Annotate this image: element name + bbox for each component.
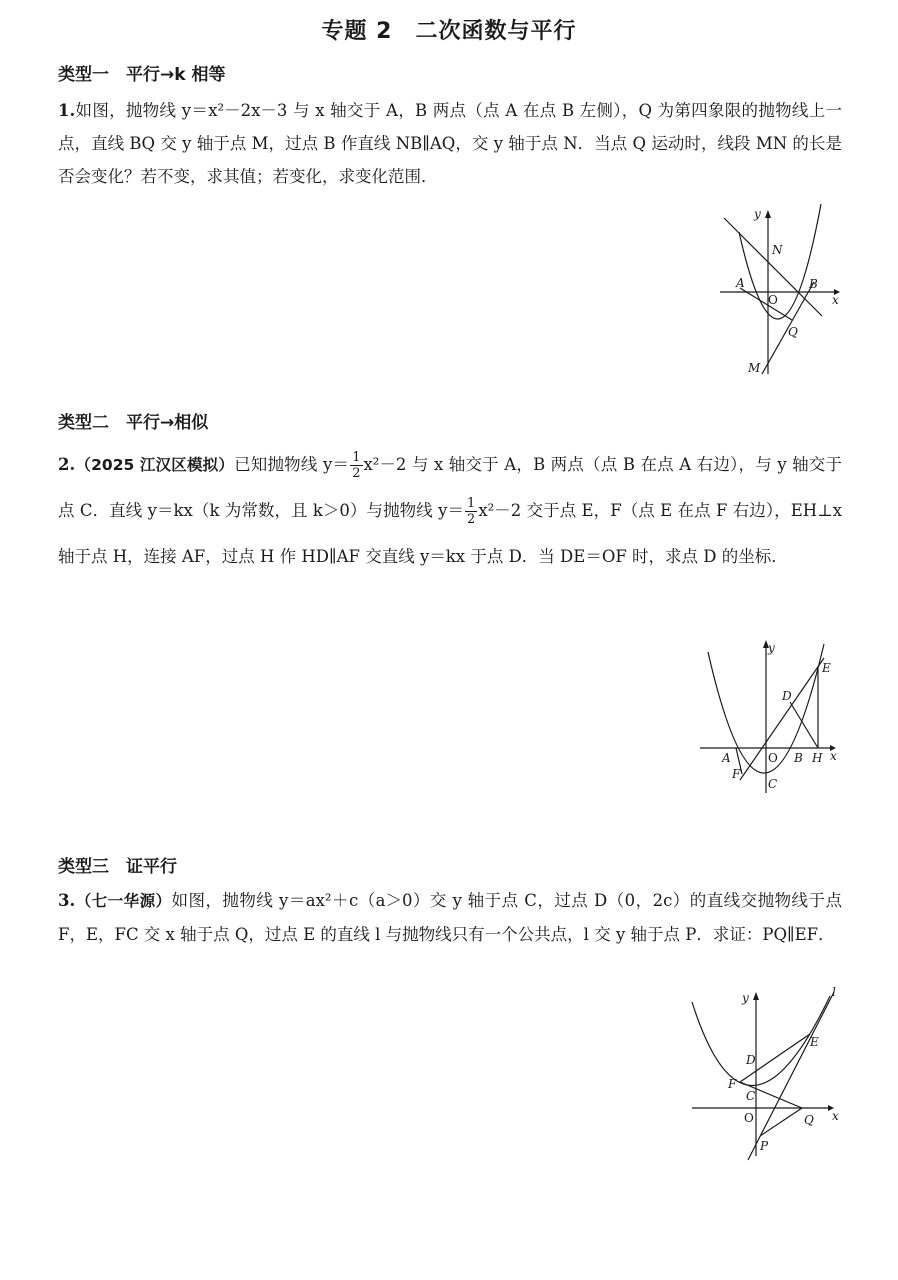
problem-text-part: x²－2 与 x 轴交于 A，B 两点（点 B 在点 A 右边），与 y 轴交于点 C．直线 y＝kx（k 为常数，且 k＞0）与抛物线 y＝ — [58, 455, 842, 520]
label-q: Q — [788, 325, 798, 339]
problem-text-part: 已知抛物线 y＝ — [234, 455, 350, 474]
diagram-problem-2 — [698, 638, 843, 798]
line-aq — [740, 288, 792, 320]
problem-number: 2. — [58, 455, 76, 474]
section-heading-type-3: 类型三 证平行 — [58, 857, 177, 877]
label-q: Q — [804, 1113, 814, 1127]
label-y: y — [768, 641, 775, 655]
page-title: 专题 2 二次函数与平行 — [321, 19, 577, 44]
label-c: C — [746, 1089, 756, 1103]
label-a: A — [722, 751, 731, 765]
label-e: E — [810, 1035, 819, 1049]
label-h: H — [812, 751, 823, 765]
problem-source-tag: （2025 江汉区模拟） — [75, 456, 235, 474]
label-x: x — [830, 749, 837, 763]
label-y: y — [742, 991, 749, 1005]
y-axis-arrow — [753, 992, 759, 1000]
fraction-half: $\frac{1}{2}$ — [352, 450, 361, 481]
label-d: D — [782, 689, 792, 703]
label-m: M — [748, 361, 761, 375]
label-c: C — [768, 777, 778, 791]
problem-text: 如图，抛物线 y＝x²－2x－3 与 x 轴交于 A，B 两点（点 A 在点 B 左侧），Q 为第四象限的抛物线上一点，直线 BQ 交 y 轴于点 M，过点 B 作直线 NB∥AQ，交 y 轴于点 N．当点 Q 运动时，线段 MN 的长是否会变化？若不变，求其值；若变化，求变化范围． — [58, 101, 842, 186]
label-y: y — [754, 207, 761, 221]
label-e: E — [822, 661, 831, 675]
label-x: x — [832, 293, 839, 307]
label-f: F — [728, 1077, 737, 1091]
parabola — [739, 204, 821, 319]
label-l: l — [832, 985, 836, 999]
problem-2 — [58, 442, 842, 580]
label-d: D — [746, 1053, 756, 1067]
line-pq — [760, 1108, 802, 1136]
label-p: P — [760, 1139, 769, 1153]
fraction-half: $\frac{1}{2}$ — [467, 496, 476, 527]
problem-1 — [58, 94, 842, 193]
problem-text: 如图，抛物线 y＝ax²＋c（a＞0）交 y 轴于点 C，过点 D（0，2c）的直线交抛物线于点 F，E，FC 交 x 轴于点 Q，过点 E 的直线 l 与抛物线只有一个公共点，l 交 y 轴于点 P．求证：PQ∥EF． — [58, 891, 842, 944]
section-heading-type-2: 类型二 平行→相似 — [58, 413, 209, 433]
label-b: B — [809, 277, 818, 291]
diagram-problem-3 — [686, 984, 841, 1164]
label-o: O — [744, 1111, 754, 1125]
label-n: N — [772, 243, 783, 257]
label-b: B — [794, 751, 803, 765]
problem-number: 3. — [58, 891, 76, 910]
problem-text-part: x²－2 交于点 E，F（点 E 在点 F 右边），EH⊥x 轴于点 H，连接 AF，过点 H 作 HD∥AF 交直线 y＝kx 于点 D．当 DE＝OF 时，求点 D 的坐标． — [58, 501, 842, 566]
label-f: F — [732, 767, 741, 781]
problem-number: 1. — [58, 101, 76, 120]
problem-source-tag: （七一华源） — [75, 892, 172, 910]
label-o: O — [768, 751, 778, 765]
label-x: x — [832, 1109, 839, 1123]
label-o: O — [768, 293, 778, 307]
diagram-problem-1 — [712, 204, 847, 384]
section-heading-type-1: 类型一 平行→k 相等 — [58, 65, 226, 85]
label-a: A — [736, 276, 745, 290]
problem-3 — [58, 884, 842, 951]
y-axis-arrow — [765, 210, 771, 218]
